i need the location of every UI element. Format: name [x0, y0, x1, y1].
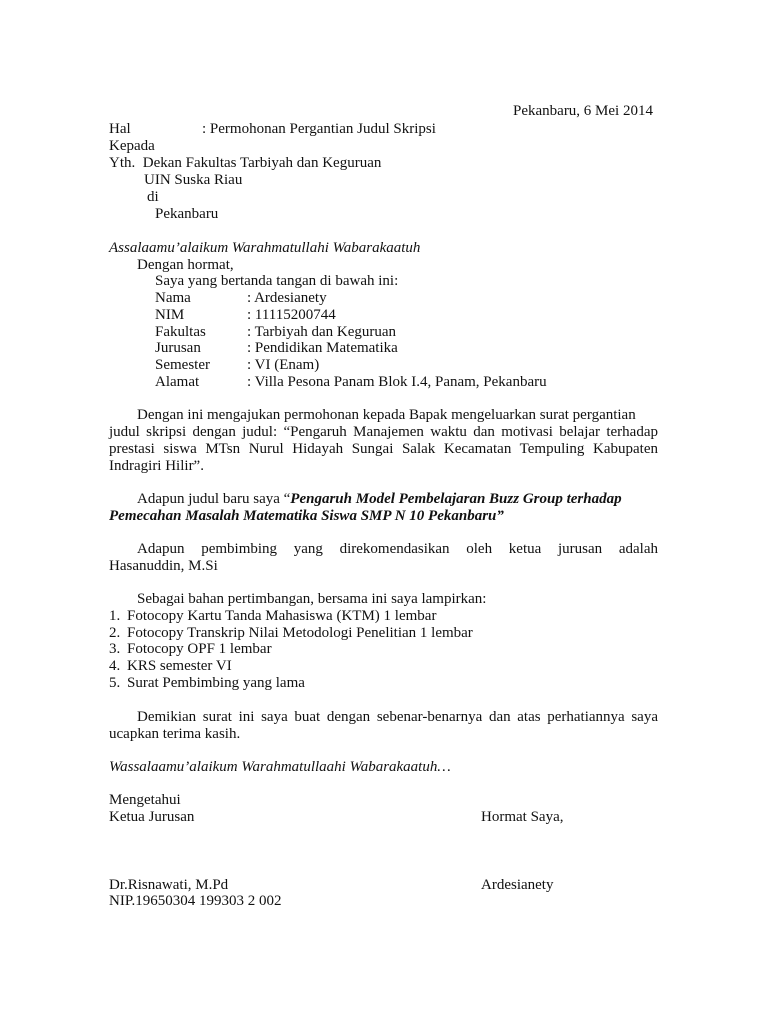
head-nip: NIP.19650304 199303 2 002 — [109, 893, 282, 909]
acknowledged-label: Mengetahui — [109, 792, 181, 808]
identity-value: : Ardesianety — [247, 290, 327, 306]
identity-value: : Pendidikan Matematika — [247, 340, 398, 356]
recipient-line: Yth. Dekan Fakultas Tarbiyah dan Keguruan — [109, 155, 382, 171]
identity-label: NIM — [155, 307, 185, 323]
attachment-item — [109, 658, 559, 675]
attachments-intro: Sebagai bahan pertimbangan, bersama ini saya lampirkan: — [137, 591, 487, 607]
salutation: Dengan hormat, — [137, 257, 234, 273]
identity-value: : 11115200744 — [247, 307, 336, 323]
new-title-bold-cont: Pemecahan Masalah Matematika Siswa SMP N 10 Pekanbaru” — [109, 508, 504, 524]
new-title-bold: Pengaruh Model Pembelajaran Buzz Group terhadap — [290, 491, 622, 507]
attachment-text: Surat Pembimbing yang lama — [127, 675, 305, 691]
head-name: Dr.Risnawati, M.Pd — [109, 877, 229, 893]
attachment-number: 3. — [109, 641, 121, 657]
attachment-number: 5. — [109, 675, 121, 691]
request-line: Indragiri Hilir”. — [109, 458, 204, 474]
closing-line: ucapkan terima kasih. — [109, 726, 241, 742]
attachment-item — [109, 608, 559, 625]
regards-label: Hormat Saya, — [481, 809, 564, 825]
identity-row — [155, 374, 575, 391]
identity-label: Fakultas — [155, 324, 206, 340]
request-line: judul skripsi dengan judul: “Pengaruh Manajemen waktu dan motivasi belajar terhadap — [109, 424, 658, 440]
identity-label: Alamat — [155, 374, 200, 390]
subject-value: : Permohonan Pergantian Judul Skripsi — [202, 121, 436, 137]
attachment-text: Fotocopy Transkrip Nilai Metodologi Penelitian 1 lembar — [127, 625, 473, 641]
identity-row — [155, 340, 575, 357]
attachment-item — [109, 641, 559, 658]
greeting: Assalaamu’alaikum Warahmatullahi Wabarakaatuh — [109, 240, 421, 256]
identity-label: Jurusan — [155, 340, 201, 356]
identity-label: Nama — [155, 290, 191, 306]
sender-name: Ardesianety — [481, 877, 554, 893]
attachment-number: 4. — [109, 658, 121, 674]
identity-label: Semester — [155, 357, 210, 373]
recipient-line: UIN Suska Riau — [144, 172, 243, 188]
attachment-number: 1. — [109, 608, 121, 624]
recipient-line: Pekanbaru — [155, 206, 219, 222]
to-label: Kepada — [109, 138, 155, 154]
identity-row — [155, 324, 575, 341]
supervisor-line: Hasanuddin, M.Si — [109, 558, 218, 574]
supervisor-line: Adapun pembimbing yang direkomendasikan oleh ketua jurusan adalah — [137, 541, 658, 557]
identity-row — [155, 307, 575, 324]
letter-date: Pekanbaru, 6 Mei 2014 — [513, 103, 653, 119]
attachment-item — [109, 625, 559, 642]
identity-value: : VI (Enam) — [247, 357, 320, 373]
new-title-line — [137, 491, 622, 508]
intro-text: Saya yang bertanda tangan di bawah ini: — [155, 273, 399, 289]
closing-line: Demikian surat ini saya buat dengan sebenar-benarnya dan atas perhatiannya saya — [137, 709, 658, 725]
attachment-text: Fotocopy Kartu Tanda Mahasiswa (KTM) 1 lembar — [127, 608, 437, 624]
attachment-text: Fotocopy OPF 1 lembar — [127, 641, 272, 657]
subject-label: Hal — [109, 121, 131, 137]
identity-value: : Tarbiyah dan Keguruan — [247, 324, 397, 340]
farewell: Wassalaamu’alaikum Warahmatullaahi Wabarakaatuh… — [109, 759, 451, 775]
attachment-item — [109, 675, 559, 692]
identity-row — [155, 357, 575, 374]
new-title-prefix: Adapun judul baru saya “ — [137, 491, 291, 507]
head-title: Ketua Jurusan — [109, 809, 195, 825]
recipient-line: di — [147, 189, 159, 205]
attachment-number: 2. — [109, 625, 121, 641]
request-line: Dengan ini mengajukan permohonan kepada Bapak mengeluarkan surat pergantian — [137, 407, 636, 423]
attachment-text: KRS semester VI — [127, 658, 232, 674]
identity-value: : Villa Pesona Panam Blok I.4, Panam, Pekanbaru — [247, 374, 547, 390]
request-line: prestasi siswa MTsn Nurul Hidayah Sungai Salak Kecamatan Tempuling Kabupaten — [109, 441, 658, 457]
identity-row — [155, 290, 575, 307]
